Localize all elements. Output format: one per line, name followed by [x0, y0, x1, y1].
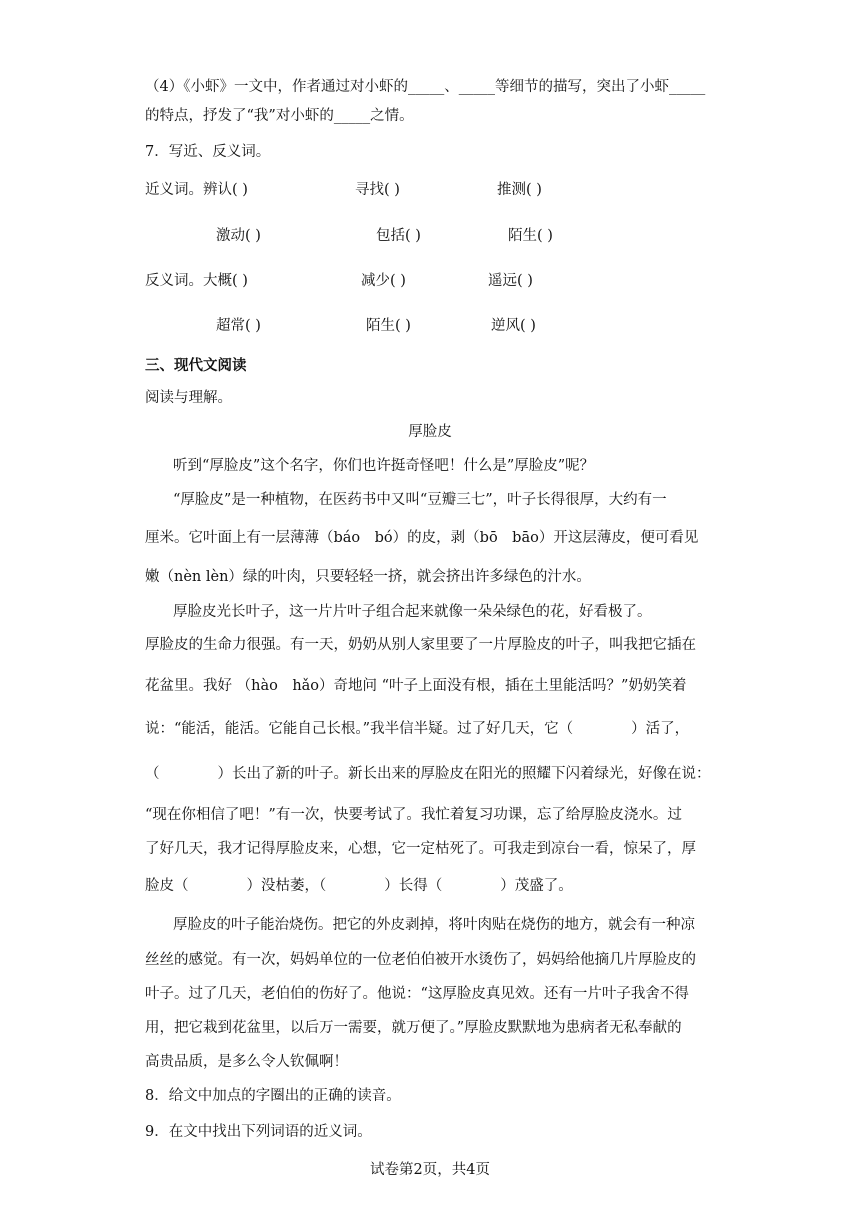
antonym-item: 陌生( ) [366, 318, 411, 334]
article-line: （ ）长出了新的叶子。新长出来的厚脸皮在阳光的照耀下闪着绿光，好像在说： [145, 766, 711, 782]
antonym-item: 大概( ) [203, 273, 248, 289]
page-footer: 试卷第2页，共4页 [370, 1162, 490, 1178]
synonym-item: 陌生( ) [508, 228, 553, 244]
antonym-item: 超常( ) [216, 318, 261, 334]
section-heading: 三、现代文阅读 [145, 358, 247, 374]
article-line: 厚脸皮的生命力很强。有一天，奶奶从别人家里要了一片厚脸皮的叶子，叫我把它插在 [145, 637, 696, 653]
article-title: 厚脸皮 [408, 424, 452, 440]
q7-title: 7．写近、反义词。 [145, 144, 271, 160]
article-line: 丝丝的感觉。有一次，妈妈单位的一位老伯伯被开水烫伤了，妈妈给他摘几片厚脸皮的 [145, 952, 696, 968]
article-line: 厘米。它叶面上有一层薄薄（báo bó）的皮，剥（bō bāo）开这层薄皮，便可看见 [145, 530, 699, 546]
antonym-item: 减少( ) [361, 273, 406, 289]
synonym-item: 激动( ) [216, 228, 261, 244]
synonym-label: 近义词。 [145, 182, 203, 198]
q6-4-line-2: 的特点，抒发了“我”对小虾的_____之情。 [145, 108, 414, 124]
article-line: 厚脸皮的叶子能治烧伤。把它的外皮剥掉，将叶肉贴在烧伤的地方，就会有一种凉 [173, 917, 695, 933]
section-intro: 阅读与理解。 [145, 390, 232, 406]
article-line: 了好几天，我才记得厚脸皮来，心想，它一定枯死了。可我走到凉台一看，惊呆了，厚 [145, 841, 696, 857]
article-line: 脸皮（ ）没枯萎，（ ）长得（ ）茂盛了。 [145, 878, 573, 894]
article-line: 叶子。过了几天，老伯伯的伤好了。他说：“这厚脸皮真见效。还有一片叶子我舍不得 [145, 986, 689, 1002]
article-line: “厚脸皮”是一种植物，在医药书中又叫“豆瓣三七”，叶子长得很厚，大约有一 [173, 492, 667, 508]
synonym-item: 寻找( ) [355, 182, 400, 198]
article-line: 听到“厚脸皮”这个名字，你们也许挺奇怪吧！什么是”厚脸皮”呢？ [173, 458, 595, 474]
synonym-item: 推测( ) [497, 182, 542, 198]
article-line: 说：“能活，能活。它能自己长根。”我半信半疑。过了好几天，它（ ）活了， [145, 721, 690, 737]
article-line: 嫩（nèn lèn）绿的叶肉，只要轻轻一挤，就会挤出许多绿色的汁水。 [145, 569, 591, 585]
article-line: 花盆里。我好 （hào hǎo）奇地问 “叶子上面没有根，插在土里能活吗？”奶奶笑着 [145, 678, 687, 694]
article-line: “现在你相信了吧！”有一次，快要考试了。我忙着复习功课，忘了给厚脸皮浇水。过 [145, 807, 682, 823]
synonym-item: 包括( ) [376, 228, 421, 244]
antonym-item: 逆风( ) [491, 318, 536, 334]
synonym-item: 辨认( ) [203, 182, 248, 198]
q6-4-line-1: （4）《小虾》一文中，作者通过对小虾的_____、_____等细节的描写，突出了小虾_____ [145, 79, 706, 95]
article-line: 厚脸皮光长叶子，这一片片叶子组合起来就像一朵朵绿色的花，好看极了。 [173, 604, 652, 620]
article-line: 高贵品质，是多么令人钦佩啊！ [145, 1054, 348, 1070]
question-8: 8．给文中加点的字圈出的正确的读音。 [145, 1088, 401, 1104]
question-9: 9．在文中找出下列词语的近义词。 [145, 1124, 372, 1140]
antonym-item: 遥远( ) [488, 273, 533, 289]
antonym-label: 反义词。 [145, 273, 203, 289]
article-line: 用，把它栽到花盆里，以后万一需要，就万便了。”厚脸皮默默地为患病者无私奉献的 [145, 1020, 682, 1036]
